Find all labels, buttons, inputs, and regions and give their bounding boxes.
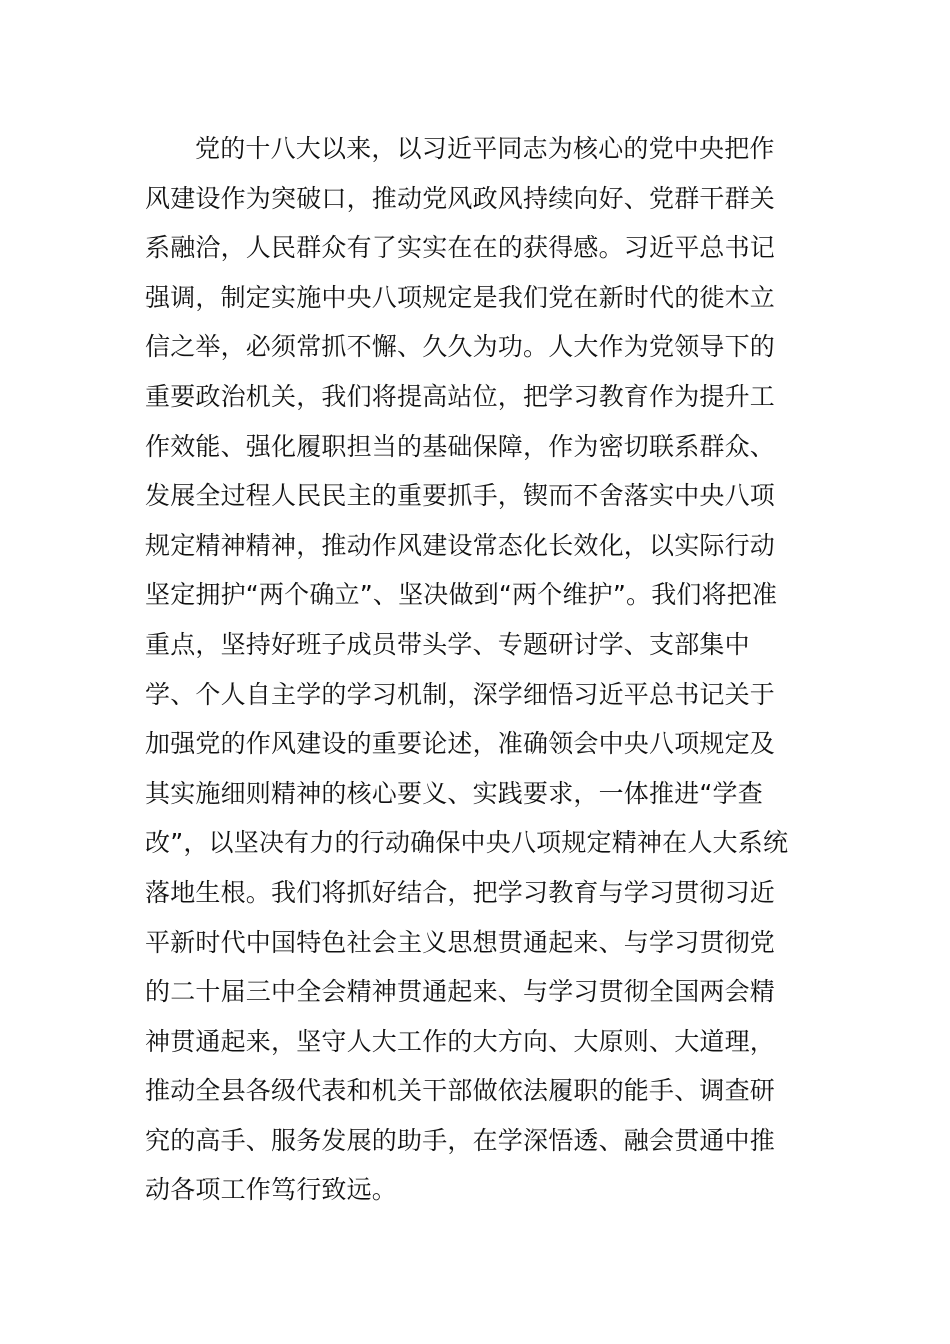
paragraph-line: 发展全过程人民民主的重要抓手，锲而不舍落实中央八项 (145, 481, 776, 511)
paragraph-line: 的二十届三中全会精神贯通起来、与学习贯彻全国两会精 (145, 977, 776, 1007)
paragraph-line: 重点，坚持好班子成员带头学、专题研讨学、支部集中 (145, 629, 750, 659)
paragraph-line: 党的十八大以来，以习近平同志为核心的党中央把作 (195, 134, 775, 163)
paragraph-line: 神贯通起来，坚守人大工作的大方向、大原则、大道理， (145, 1026, 776, 1056)
paragraph-line: 重要政治机关，我们将提高站位，把学习教育作为提升工 (145, 381, 776, 411)
paragraph-line: 加强党的作风建设的重要论述，准确领会中央八项规定及 (145, 729, 776, 759)
paragraph-line: 究的高手、服务发展的助手，在学深悟透、融会贯通中推 (145, 1125, 776, 1155)
paragraph-line: 学、个人自主学的学习机制，深学细悟习近平总书记关于 (145, 679, 776, 709)
paragraph-line: 改”，以坚决有力的行动确保中央八项规定精神在人大系统 (145, 828, 789, 858)
paragraph-line: 平新时代中国特色社会主义思想贯通起来、与学习贯彻党 (145, 927, 776, 957)
paragraph-line: 信之举，必须常抓不懈、久久为功。人大作为党领导下的 (145, 332, 776, 362)
paragraph-line: 动各项工作笃行致远。 (145, 1175, 398, 1205)
paragraph-line: 推动全县各级代表和机关干部做依法履职的能手、调查研 (145, 1076, 776, 1106)
paragraph-line: 风建设作为突破口，推动党风政风持续向好、党群干群关 (145, 183, 776, 213)
paragraph-line: 其实施细则精神的核心要义、实践要求，一体推进“学查 (145, 778, 763, 808)
paragraph-line: 落地生根。我们将抓好结合，把学习教育与学习贯彻习近 (145, 877, 776, 907)
paragraph-line: 作效能、强化履职担当的基础保障，作为密切联系群众、 (145, 431, 776, 461)
paragraph-line: 坚定拥护“两个确立”、坚决做到“两个维护”。我们将把准 (145, 580, 778, 610)
paragraph-line: 规定精神精神，推动作风建设常态化长效化，以实际行动 (145, 530, 776, 560)
body-paragraph (145, 124, 805, 1215)
paragraph-line: 强调，制定实施中央八项规定是我们党在新时代的徙木立 (145, 282, 776, 312)
paragraph-line: 系融洽，人民群众有了实实在在的获得感。习近平总书记 (145, 233, 776, 263)
